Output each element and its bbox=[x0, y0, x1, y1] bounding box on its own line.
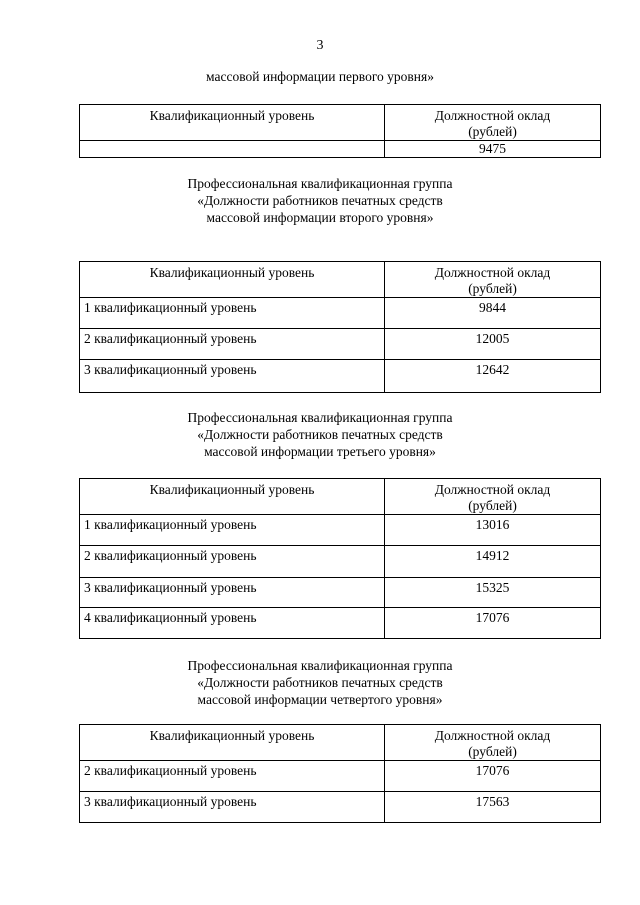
header-salary-line1: Должностной оклад bbox=[434, 482, 551, 497]
header-salary-line1: Должностной оклад bbox=[434, 265, 551, 280]
level-cell: 3 квалификационный уровень bbox=[80, 578, 385, 608]
heading-line: массовой информации второго уровня» bbox=[206, 210, 434, 225]
salary-cell: 13016 bbox=[385, 515, 601, 546]
level-cell: 1 квалификационный уровень bbox=[80, 298, 385, 329]
header-salary bbox=[385, 105, 601, 141]
table-header-row bbox=[80, 725, 601, 761]
heading-line: Профессиональная квалификационная группа bbox=[187, 658, 453, 673]
header-level: Квалификационный уровень bbox=[80, 262, 385, 298]
section-2-heading bbox=[0, 175, 640, 226]
table-header-row bbox=[80, 105, 601, 141]
table-row bbox=[80, 515, 601, 546]
salary-table-3 bbox=[79, 478, 601, 639]
table-row bbox=[80, 578, 601, 608]
salary-cell: 12005 bbox=[385, 329, 601, 360]
table-row bbox=[80, 329, 601, 360]
salary-cell: 17563 bbox=[385, 792, 601, 823]
level-cell: 3 квалификационный уровень bbox=[80, 360, 385, 393]
section-3-heading bbox=[0, 409, 640, 460]
salary-cell: 15325 bbox=[385, 578, 601, 608]
header-salary bbox=[385, 725, 601, 761]
page-number: 3 bbox=[316, 38, 324, 53]
header-salary bbox=[385, 479, 601, 515]
heading-line: «Должности работников печатных средств bbox=[197, 193, 443, 208]
salary-cell: 17076 bbox=[385, 608, 601, 639]
header-level: Квалификационный уровень bbox=[80, 725, 385, 761]
header-salary-line1: Должностной оклад bbox=[434, 108, 551, 123]
table-row bbox=[80, 546, 601, 578]
salary-cell: 17076 bbox=[385, 761, 601, 792]
header-salary-line2: (рублей) bbox=[468, 281, 517, 296]
salary-cell: 9475 bbox=[385, 141, 601, 158]
header-salary-line2: (рублей) bbox=[468, 498, 517, 513]
level-cell: 2 квалификационный уровень bbox=[80, 546, 385, 578]
heading-line: массовой информации четвертого уровня» bbox=[197, 692, 443, 707]
heading-line: массовой информации первого уровня» bbox=[206, 69, 434, 84]
table-row bbox=[80, 141, 601, 158]
salary-cell: 12642 bbox=[385, 360, 601, 393]
header-salary-line2: (рублей) bbox=[468, 744, 517, 759]
table-row bbox=[80, 761, 601, 792]
table-header-row bbox=[80, 262, 601, 298]
header-level: Квалификационный уровень bbox=[80, 105, 385, 141]
table-row bbox=[80, 360, 601, 393]
salary-table-4 bbox=[79, 724, 601, 823]
table-header-row bbox=[80, 479, 601, 515]
level-cell: 2 квалификационный уровень bbox=[80, 329, 385, 360]
salary-cell: 9844 bbox=[385, 298, 601, 329]
header-salary bbox=[385, 262, 601, 298]
level-cell: 1 квалификационный уровень bbox=[80, 515, 385, 546]
level-cell: 4 квалификационный уровень bbox=[80, 608, 385, 639]
header-salary-line2: (рублей) bbox=[468, 124, 517, 139]
salary-cell: 14912 bbox=[385, 546, 601, 578]
heading-line: Профессиональная квалификационная группа bbox=[187, 410, 453, 425]
header-salary-line1: Должностной оклад bbox=[434, 728, 551, 743]
table-row bbox=[80, 608, 601, 639]
salary-table-1 bbox=[79, 104, 601, 158]
level-cell: 2 квалификационный уровень bbox=[80, 761, 385, 792]
heading-line: «Должности работников печатных средств bbox=[197, 675, 443, 690]
level-cell: 3 квалификационный уровень bbox=[80, 792, 385, 823]
salary-table-2 bbox=[79, 261, 601, 393]
heading-line: массовой информации третьего уровня» bbox=[204, 444, 436, 459]
section-1-heading bbox=[0, 68, 640, 85]
table-row bbox=[80, 792, 601, 823]
header-level: Квалификационный уровень bbox=[80, 479, 385, 515]
level-cell bbox=[80, 141, 385, 158]
section-4-heading bbox=[0, 657, 640, 708]
heading-line: «Должности работников печатных средств bbox=[197, 427, 443, 442]
table-row bbox=[80, 298, 601, 329]
heading-line: Профессиональная квалификационная группа bbox=[187, 176, 453, 191]
